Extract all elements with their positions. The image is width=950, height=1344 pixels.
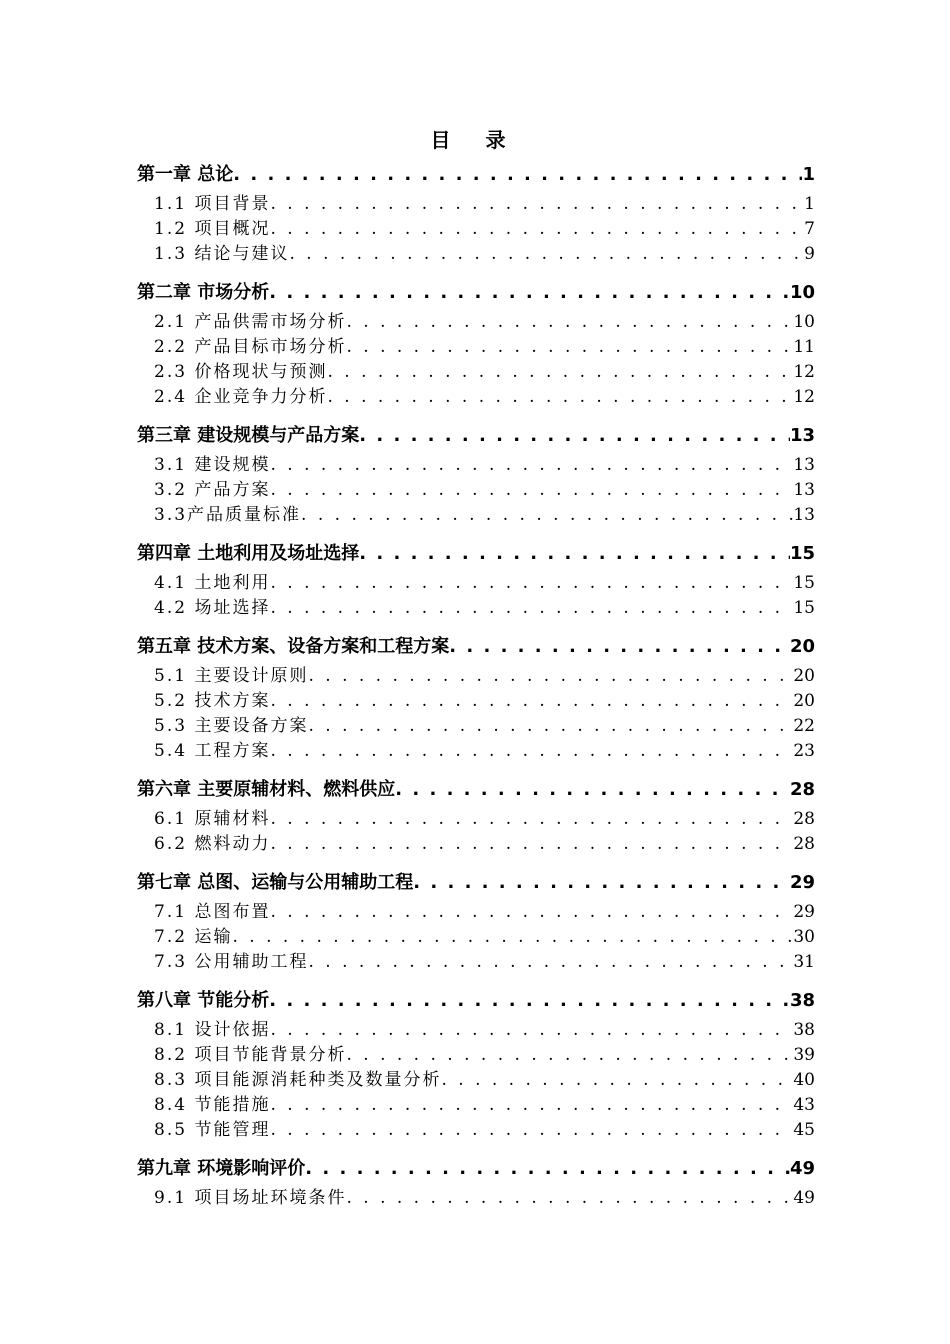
- toc-page-number: 13: [793, 480, 815, 500]
- toc-page-number: 40: [793, 1070, 815, 1090]
- toc-chapter-entry[interactable]: [137, 630, 815, 664]
- toc-entry-label: 3.3产品质量标准: [154, 505, 302, 525]
- toc-section-entry[interactable]: [137, 478, 815, 503]
- toc-entry-label: 第二章 市场分析: [137, 282, 270, 303]
- dot-leader: [395, 773, 790, 807]
- toc-page-number: 38: [793, 1020, 815, 1040]
- toc-section-entry[interactable]: [137, 360, 815, 385]
- table-of-contents: [137, 158, 815, 1211]
- toc-chapter-entry[interactable]: [137, 537, 815, 571]
- toc-entry-label: 8.1 设计依据: [154, 1020, 271, 1040]
- dot-leader: [270, 739, 793, 764]
- dot-leader: [269, 984, 790, 1018]
- toc-entry-label: 第一章 总论: [137, 164, 234, 185]
- toc-section-entry[interactable]: [137, 453, 815, 478]
- toc-entry-label: 第三章 建设规模与产品方案: [137, 425, 360, 446]
- toc-chapter-entry[interactable]: [137, 866, 815, 900]
- toc-entry-label: 第四章 土地利用及场址选择: [137, 543, 360, 564]
- dot-leader: [269, 276, 790, 310]
- toc-page-number: 15: [789, 543, 815, 564]
- toc-entry-label: 6.1 原辅材料: [154, 809, 271, 829]
- toc-entry-label: 8.4 节能措施: [154, 1095, 271, 1115]
- toc-page-number: 11: [793, 337, 815, 357]
- dot-leader: [270, 1118, 793, 1143]
- toc-page-number: 49: [789, 1158, 815, 1179]
- toc-entry-label: 1.2 项目概况: [154, 219, 271, 239]
- toc-entry-label: 1.3 结论与建议: [154, 244, 290, 264]
- dot-leader: [346, 1043, 793, 1068]
- toc-chapter-entry[interactable]: [137, 773, 815, 807]
- toc-entry-label: 第八章 节能分析: [137, 990, 270, 1011]
- toc-section-entry[interactable]: [137, 807, 815, 832]
- dot-leader: [270, 478, 793, 503]
- toc-entry-label: 2.3 价格现状与预测: [154, 362, 328, 382]
- dot-leader: [413, 866, 790, 900]
- toc-page-number: 28: [793, 834, 815, 854]
- toc-page-number: 12: [793, 387, 815, 407]
- toc-entry-label: 8.2 项目节能背景分析: [154, 1045, 347, 1065]
- toc-entry-label: 2.2 产品目标市场分析: [154, 337, 347, 357]
- toc-entry-label: 5.3 主要设备方案: [154, 716, 309, 736]
- toc-entry-label: 第六章 主要原辅材料、燃料供应: [137, 779, 396, 800]
- toc-section-entry[interactable]: [137, 217, 815, 242]
- toc-page-number: 10: [789, 282, 815, 303]
- toc-section-entry[interactable]: [137, 1186, 815, 1211]
- dot-leader: [308, 664, 793, 689]
- dot-leader: [327, 360, 793, 385]
- toc-page-number: 13: [793, 505, 815, 525]
- dot-leader: [270, 192, 804, 217]
- toc-page-number: 7: [804, 219, 815, 239]
- dot-leader: [270, 453, 793, 478]
- toc-section-entry[interactable]: [137, 739, 815, 764]
- toc-section-entry[interactable]: [137, 571, 815, 596]
- toc-page-number: 20: [793, 691, 815, 711]
- toc-page-number: 13: [793, 455, 815, 475]
- dot-leader: [270, 689, 793, 714]
- dot-leader: [289, 242, 804, 267]
- toc-entry-label: 2.1 产品供需市场分析: [154, 312, 347, 332]
- dot-leader: [449, 630, 790, 664]
- toc-entry-label: 8.5 节能管理: [154, 1120, 271, 1140]
- toc-entry-label: 第七章 总图、运输与公用辅助工程: [137, 872, 414, 893]
- toc-entry-label: 3.2 产品方案: [154, 480, 271, 500]
- toc-section-entry[interactable]: [137, 1018, 815, 1043]
- dot-leader: [346, 335, 793, 360]
- toc-title: 目 录: [430, 128, 520, 152]
- toc-page-number: 45: [793, 1120, 815, 1140]
- dot-leader: [305, 1152, 790, 1186]
- toc-page-number: 28: [789, 779, 815, 800]
- toc-chapter-entry[interactable]: [137, 158, 815, 192]
- toc-page-number: 20: [793, 666, 815, 686]
- toc-chapter-entry[interactable]: [137, 276, 815, 310]
- toc-page-number: 23: [793, 741, 815, 761]
- dot-leader: [270, 1018, 793, 1043]
- dot-leader: [359, 537, 790, 571]
- toc-page-number: 49: [793, 1188, 815, 1208]
- toc-section-entry[interactable]: [137, 1068, 815, 1093]
- dot-leader: [232, 925, 793, 950]
- toc-entry-label: 3.1 建设规模: [154, 455, 271, 475]
- toc-chapter-entry[interactable]: [137, 984, 815, 1018]
- toc-page-number: 1: [802, 164, 815, 185]
- toc-entry-label: 第九章 环境影响评价: [137, 1158, 306, 1179]
- toc-section-entry[interactable]: [137, 925, 815, 950]
- toc-section-entry[interactable]: [137, 1043, 815, 1068]
- toc-page-number: 28: [793, 809, 815, 829]
- toc-entry-label: 2.4 企业竞争力分析: [154, 387, 328, 407]
- dot-leader: [301, 503, 793, 528]
- toc-page-number: 39: [793, 1045, 815, 1065]
- toc-entry-label: 1.1 项目背景: [154, 194, 271, 214]
- toc-entry-label: 7.2 运输: [154, 927, 233, 947]
- dot-leader: [346, 310, 793, 335]
- toc-section-entry[interactable]: [137, 192, 815, 217]
- toc-entry-label: 5.2 技术方案: [154, 691, 271, 711]
- toc-section-entry[interactable]: [137, 335, 815, 360]
- toc-entry-label: 5.1 主要设计原则: [154, 666, 309, 686]
- toc-page-number: 13: [789, 425, 815, 446]
- toc-page-number: 9: [804, 244, 815, 264]
- toc-page-number: 1: [804, 194, 815, 214]
- toc-page-number: 30: [793, 927, 815, 947]
- toc-section-entry[interactable]: [137, 714, 815, 739]
- toc-section-entry[interactable]: [137, 310, 815, 335]
- toc-page-number: 22: [793, 716, 815, 736]
- toc-entry-label: 5.4 工程方案: [154, 741, 271, 761]
- toc-section-entry[interactable]: [137, 242, 815, 267]
- toc-section-entry[interactable]: [137, 1118, 815, 1143]
- toc-entry-label: 4.2 场址选择: [154, 598, 271, 618]
- toc-entry-label: 8.3 项目能源消耗种类及数量分析: [154, 1070, 442, 1090]
- toc-page-number: 20: [789, 636, 815, 657]
- toc-section-entry[interactable]: [137, 950, 815, 975]
- dot-leader: [359, 419, 790, 453]
- toc-section-entry[interactable]: [137, 900, 815, 925]
- dot-leader: [327, 385, 793, 410]
- toc-entry-label: 4.1 土地利用: [154, 573, 271, 593]
- dot-leader: [270, 571, 793, 596]
- toc-entry-label: 6.2 燃料动力: [154, 834, 271, 854]
- dot-leader: [270, 217, 804, 242]
- toc-page-number: 12: [793, 362, 815, 382]
- toc-entry-label: 7.3 公用辅助工程: [154, 952, 309, 972]
- toc-entry-label: 第五章 技术方案、设备方案和工程方案: [137, 636, 450, 657]
- dot-leader: [270, 596, 793, 621]
- dot-leader: [270, 900, 793, 925]
- dot-leader: [270, 1093, 793, 1118]
- toc-page-number: 15: [793, 598, 815, 618]
- toc-section-entry[interactable]: [137, 832, 815, 857]
- toc-section-entry[interactable]: [137, 596, 815, 621]
- dot-leader: [308, 950, 793, 975]
- toc-page-number: 29: [793, 902, 815, 922]
- toc-section-entry[interactable]: [137, 664, 815, 689]
- toc-page-number: 38: [789, 990, 815, 1011]
- dot-leader: [308, 714, 793, 739]
- toc-entry-label: 7.1 总图布置: [154, 902, 271, 922]
- dot-leader: [233, 158, 802, 192]
- toc-page-number: 29: [789, 872, 815, 893]
- toc-chapter-entry[interactable]: [137, 419, 815, 453]
- dot-leader: [270, 807, 793, 832]
- toc-page-number: 43: [793, 1095, 815, 1115]
- dot-leader: [441, 1068, 793, 1093]
- toc-entry-label: 9.1 项目场址环境条件: [154, 1188, 347, 1208]
- dot-leader: [346, 1186, 793, 1211]
- toc-page-number: 10: [793, 312, 815, 332]
- dot-leader: [270, 832, 793, 857]
- toc-section-entry[interactable]: [137, 385, 815, 410]
- toc-section-entry[interactable]: [137, 689, 815, 714]
- toc-page-number: 15: [793, 573, 815, 593]
- toc-page-number: 31: [793, 952, 815, 972]
- toc-chapter-entry[interactable]: [137, 1152, 815, 1186]
- toc-section-entry[interactable]: [137, 1093, 815, 1118]
- toc-section-entry[interactable]: [137, 503, 815, 528]
